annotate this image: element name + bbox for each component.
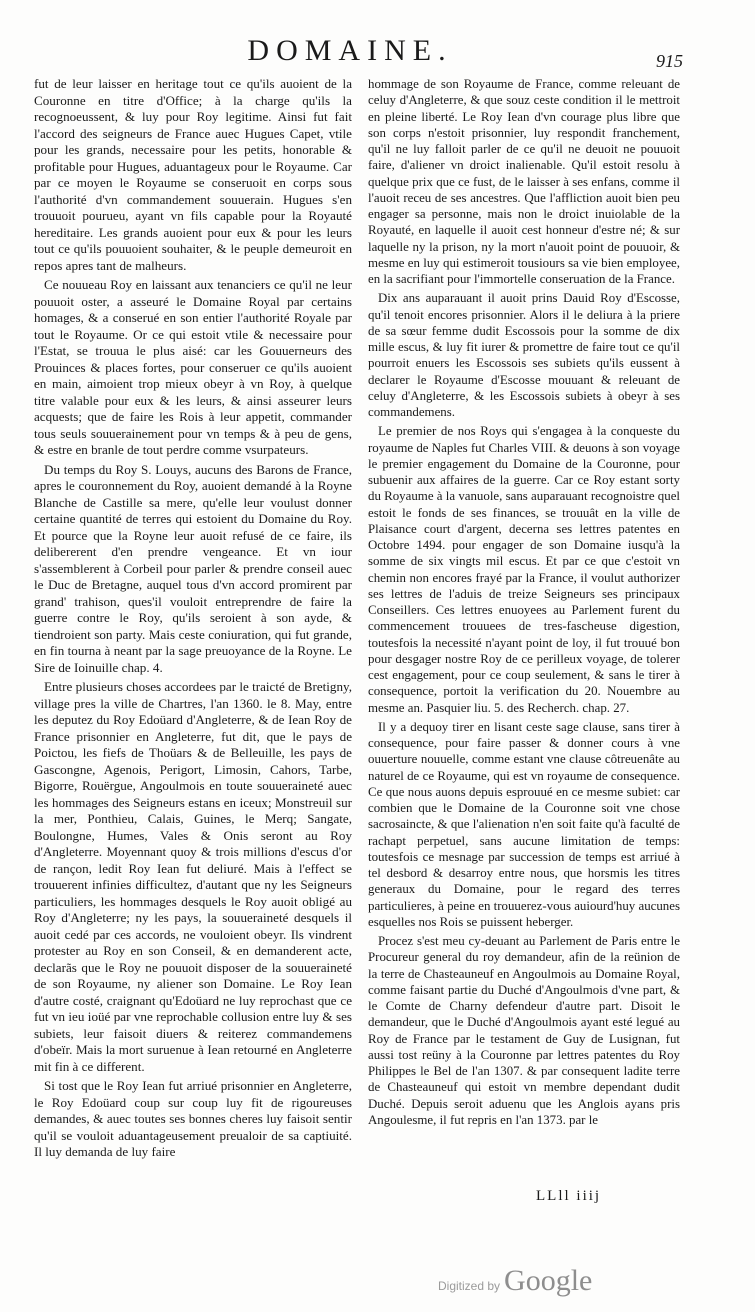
left-column	[34, 76, 352, 1164]
page-number: 915	[656, 51, 683, 71]
paragraph: Il y a dequoy tirer en lisant ceste sage clause, sans tirer à consequence, pour faire passer & donner cours à vne ouuerture nouuelle, comme estant vne clause côtreuenâte au naturel de ce Royaume, qui est vn royaume de consequence. Ce que nous auons depuis esprouué en ce mesme subiet: car combien que le Domaine de la Couronne soit vne chose sacrosaincte, & que l'alienation n'en soit faite qu'à faculté de rachapt perpetuel, sans aucune limitation de temps: toutesfois ce mesnage par succession de temps est arriué à tel desbord & desarroy entre nous, que horsmis les titres generaux du Domaine, pour le regard des terres particulieres, à peine en trouuerez-vous auiourd'huy aucunes esquelles nos Rois se puissent heberger.	[368, 719, 680, 929]
signature-mark: LLll iiij	[536, 1188, 602, 1204]
paragraph: Le premier de nos Roys qui s'engagea à la conqueste du royaume de Naples fut Charles VIII. & deuons à son voyage le premier engagement du Domaine de la Couronne, pour subuenir aux affaires de la guerre. Car ce Roy estant sorty du Royaume à la vanuole, sans auparauant recognoistre quel estoit le fonds de ses finances, se trouuât en la ville de Plaisance court d'argent, decerna ses lettres patentes en Octobre 1494. pour engager de son Domaine iusqu'à la somme de six vingts mil escus. Et par ce que c'estoit vn chemin non encores frayé par la France, il voulut authorizer ses lettres de l'aduis de treize Seigneurs ses principaux Conseillers. Ces lettres enuoyees au Parlement furent du commencement trouuees de tres-fascheuse digestion, toutesfois la necessité n'ayant point de loy, il fut trouué bon pour desgager nostre Roy de ce perilleux voyage, de tolerer cest engagement, pour ce coup seulement, & sans le tirer à consequence, portoit la verification du 20. Nouembre au mesme an. Pasquier liu. 5. des Recherch. chap. 27.	[368, 424, 680, 715]
watermark-prefix: Digitized by	[438, 1279, 501, 1293]
paragraph: Dix ans auparauant il auoit prins Dauid Roy d'Escosse, qu'il tenoit encores prisonnier. Alors il le deliura à la priere de sa sœur femme dudit Escossois pour la somme de dix mille escus, & luy fit iurer & promettre de faire tout ce qu'il pourroit enuers les Escossois ses subiets qu'ils eussent à declarer le Royaume d'Escosse mouuant & releuant de celuy d'Angleterre, & les Escossois subiets à obeyr à ses commandemens.	[368, 291, 680, 419]
paragraph: fut de leur laisser en heritage tout ce qu'ils auoient de la Couronne en titre d'Office; à la charge qu'ils la recognoeussent, & luy pour Roy legitime. Ainsi fut fait l'accord des seigneurs de France auec Hugues Capet, vtile pour les grands, necessaire pour les petits, honorable & profitable pour Hugues, aduantageux pour le Royaume. Car par ce moyen le Royaume se conseruoit en corps sous l'authorité d'vn commandement souuerain. Hugues s'en trouuoit pourueu, ayant vn fils capable pour la Royauté hereditaire. Les grands auoient pour eux & pour les leurs tout ce qu'ils pouuoient souhaiter, & le peuple demeuroit en repos apres tant de malheurs.	[34, 76, 352, 273]
paragraph: hommage de son Royaume de France, comme releuant de celuy d'Angleterre, & que souz ceste condition il le mettroit en pleine liberté. Le Roy Iean d'vn courage plus libre que son corps n'estoit prisonnier, luy respondit franchement, qu'il ne luy falloit parler de ce qu'il ne deuoit ne pouuoit faire, d'aliener vn droict inalienable. Qu'il estoit resolu à quelque prix que ce fust, de le laisser à ses enfans, comme il l'auoit receu de ses ancestres. Que l'affliction auoit bien peu engager sa personne, mais non le droict inuiolable de la Royauté, en laquelle il auoit cest honneur d'estre né; & sur laquelle ny la prison, ny la mort n'auoit point de pouuoir, & mesme en luy qui estimeroit tousiours sa vie bien employee, en la sacrifiant pour l'immortelle conseruation de la France.	[368, 77, 680, 286]
paragraph: Procez s'est meu cy-deuant au Parlement de Paris entre le Procureur general du roy demandeur, afin de la reünion de la terre de Chasteauneuf en Angoulmois au Domaine Royal, comme faisant partie du Duché d'Angoulmois d'vne part, & le Comte de Charny defendeur d'autre part. Disoit le demandeur, que le Duché d'Angoulmois ayant esté legué au Roy de France par le testament de Guy de Lusignan, fut aussi tost reüny à la Couronne par lettres patentes du Roy Philippes le Bel de l'an 1307. & par consequent ladite terre de Chasteauneuf qui estoit vn membre dependant dudit Duché. Depuis seroit aduenu que les Anglois ayans pris Angoulesme, il fut repris en l'an 1373. par le	[368, 934, 680, 1127]
paragraph: Du temps du Roy S. Louys, aucuns des Barons de France, apres le couronnement du Roy, auoient demandé à la Royne Blanche de Castille sa mere, qu'elle leur voulust donner certaine quantité de terres qui estoient du Domaine du Roy. Et pource que la Royne leur auoit refusé de ce faire, ils delibererent d'en prendre vengeance. Et vn iour s'assemblerent à Corbeil pour parler & prendre conseil auec le Duc de Bretagne, auquel tous d'vn accord promirent par grand' trahison, ques'il vouloit entreprendre de faire la guerre contre le Roy, qu'ils seroient à son ayde, & tiendroient son party. Mais ceste coniuration, qui fut grande, en fin tourna à neant par la sage preuoyance de la Royne. Le Sire de Ioinuille chap. 4.	[34, 461, 352, 675]
digitization-watermark	[438, 1264, 592, 1298]
paragraph: Si tost que le Roy Iean fut arriué prisonnier en Angleterre, le Roy Edoüard coup sur coup luy fit de rigoureuses demandes, & auec toutes ses bonnes cheres luy faisoit sentir qu'il se vouloit aduantageusement preualoir de sa captiuité. Il luy demanda de luy faire	[34, 1078, 352, 1159]
paragraph: Entre plusieurs choses accordees par le traicté de Bretigny, village pres la ville de Chartres, l'an 1360. le 8. May, entre les deputez du Roy Edoüard d'Angleterre, & de Iean Roy de France prisonnier en Angleterre, fut dit, que le pays de Poictou, les fiefs de Thoüars & de Belleuille, les pays de Gascongne, Agenois, Perigort, Limosin, Cahors, Tarbe, Bigorre, Rouërgue, Angoulmois en toute souueraineté auec les hommages des Seigneurs estans en iceux; Monstreuil sur la mer, Ponthieu, Calais, Guines, le Merq; Sangate, Boulongne, Humes, Vales & Onis seront au Roy d'Angleterre. Moyennant quoy & trois millions d'escus d'or de rançon, ledit Roy Iean fut deliuré. Mais à l'effect se trouuerent infinies difficultez, d'autant que ny les Seigneurs particuliers, les hommages desquels le Roy auoit obligé au Roy d'Angleterre; ny les pays, la souueraineté desquels il auoit cedé par ces accords, ne vouloient obeyr. Ils vindrent protester au Roy en son Conseil, & en demanderent acte, declarãs que le Roy ne pouuoit disposer de la souueraineté de son Royaume, ny aliener son Domaine. Le Roy Iean d'autre costé, craignant qu'Edoüard ne luy reprochast que ce fut vn ieu ioüé par vne reprochable collusion entre luy & ses subiets, leur faisoit diuers & reiterez commandemens d'obeïr. Mais la mort suruenue à Iean retourné en Angleterre mit fin à ce different.	[34, 679, 352, 1074]
running-head: DOMAINE.	[247, 34, 453, 67]
right-column	[368, 76, 680, 1131]
paragraph: Ce nouueau Roy en laissant aux tenanciers ce qu'il ne leur pouuoit oster, a asseuré le Domaine Royal par certains homages, & a conserué en son entier l'authorité Royale par tout le Royaume. Or ce qui estoit vtile & necessaire pour l'Estat, se trouua le plus aisé: car les Gouuerneurs des Prouinces & places fortes, pour conseruer ce qu'ils auoient en main, aimoient trop mieux obeyr à vn Roy, à quelque titre valable pour eux & les leurs, & ainsi asseurer leurs acquests; que de faire les Rois à leur appetit, commander tous seuls souuerainement pour vn temps & à peu de gens, & estre en branle de tout perdre comme vsurpateurs.	[34, 277, 352, 457]
google-logo: Google	[504, 1264, 593, 1297]
